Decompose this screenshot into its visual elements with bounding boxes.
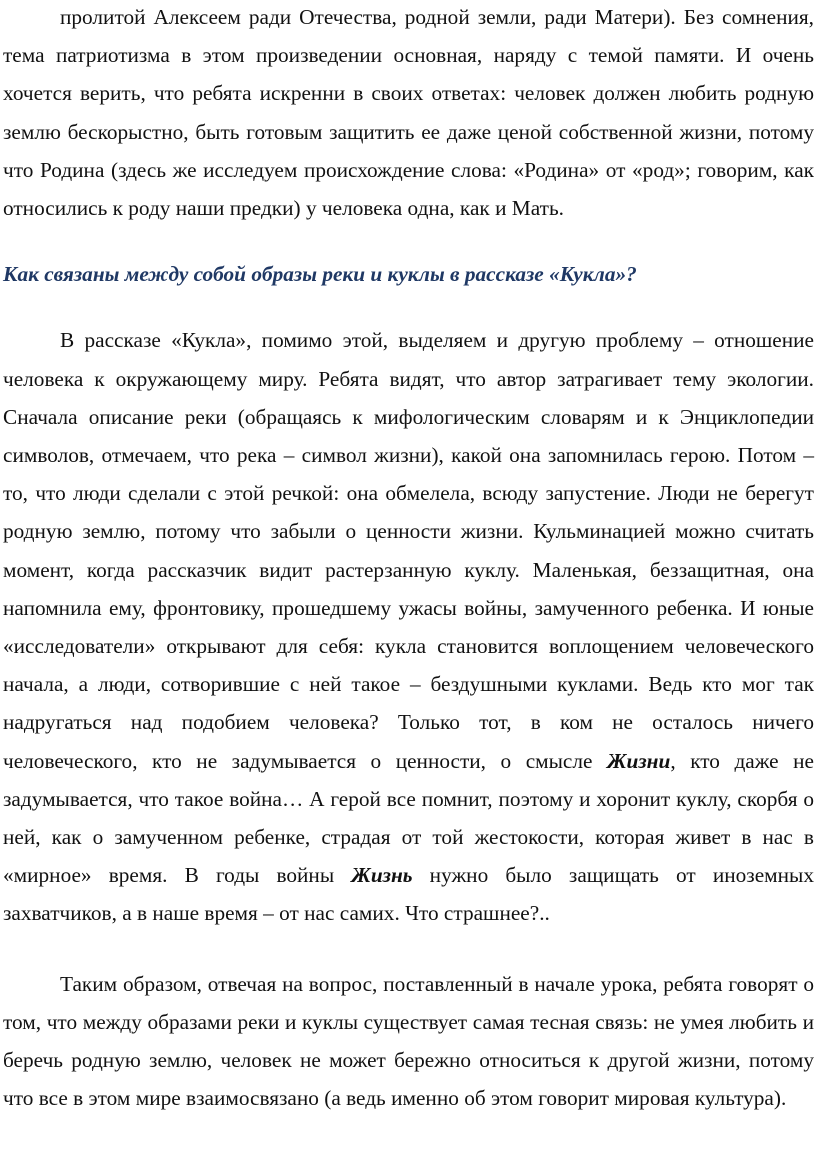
paragraph-patriotism-text: пролитой Алексеем ради Отечества, родной земли, ради Матери). Без сомнения, тема патриотизма в этом произведении основная, наряду с темой памяти. И очень хочется верить, что ребята искренни в своих ответах: человек должен любить родную землю бескорыстно, быть готовым защитить ее даже ценой собственной жизни, потому что Родина (здесь же исследуем происхождение слова: «Родина» от «род»; говорим, как относились к роду наши предки) у человека одна, как и Мать. — [3, 5, 814, 221]
paragraph-doll-text-b: , кто даже не задумывается, что такое война… А герой все помнит, поэтому и хоронит куклу, скорбя о ней, как о замученном ребенке, страдая от той жестокости, которая живет в нас в «мирное» время. В годы войны — [3, 748, 815, 888]
paragraph-doll-text-c: нужно было защищать от иноземных захватчиков, а в наше время – от нас самих. Что страшнее?.. — [3, 863, 814, 926]
emphasis-zhizni: Жизни — [606, 748, 671, 773]
emphasis-zhizn: Жизнь — [351, 863, 413, 888]
paragraph-patriotism — [3, 0, 814, 227]
paragraph-conclusion-text: Таким образом, отвечая на вопрос, поставленный в начале урока, ребята говорят о том, что между образами реки и куклы существует самая тесная связь: не умея любить и беречь родную землю, человек не может бережно относиться к другой жизни, потому что все в этом мире взаимосвязано (а ведь именно об этом говорит мировая культура). — [3, 971, 814, 1111]
section-heading: Как связаны между собой образы реки и куклы в рассказе «Кукла»? — [3, 262, 637, 287]
paragraph-doll-text-a: В рассказе «Кукла», помимо этой, выделяем и другую проблему – отношение человека к окружающему миру. Ребята видят, что автор затрагивает тему экологии. Сначала описание реки (обращаясь к мифологическим словарям и к Энциклопедии символов, отмечаем, что река – символ жизни), какой она запомнилась герою. Потом – то, что люди сделали с этой речкой: она обмелела, всюду запустение. Люди не берегут родную землю, потому что забыли о ценности жизни. Кульминацией можно считать момент, когда рассказчик видит растерзанную куклу. Маленькая, беззащитная, она напомнила ему, фронтовику, прошедшему ужасы войны, замученного ребенка. И юные «исследователи» открывают для себя: кукла становится воплощением человеческого начала, а люди, сотворившие с ней такое – бездушными куклами. Ведь кто мог так надругаться над подобием человека? Только тот, в ком не осталось ничего человеческого, кто не задумывается о ценности, о смысле — [3, 328, 814, 773]
paragraph-conclusion — [3, 965, 814, 1118]
paragraph-doll-analysis — [3, 321, 814, 932]
